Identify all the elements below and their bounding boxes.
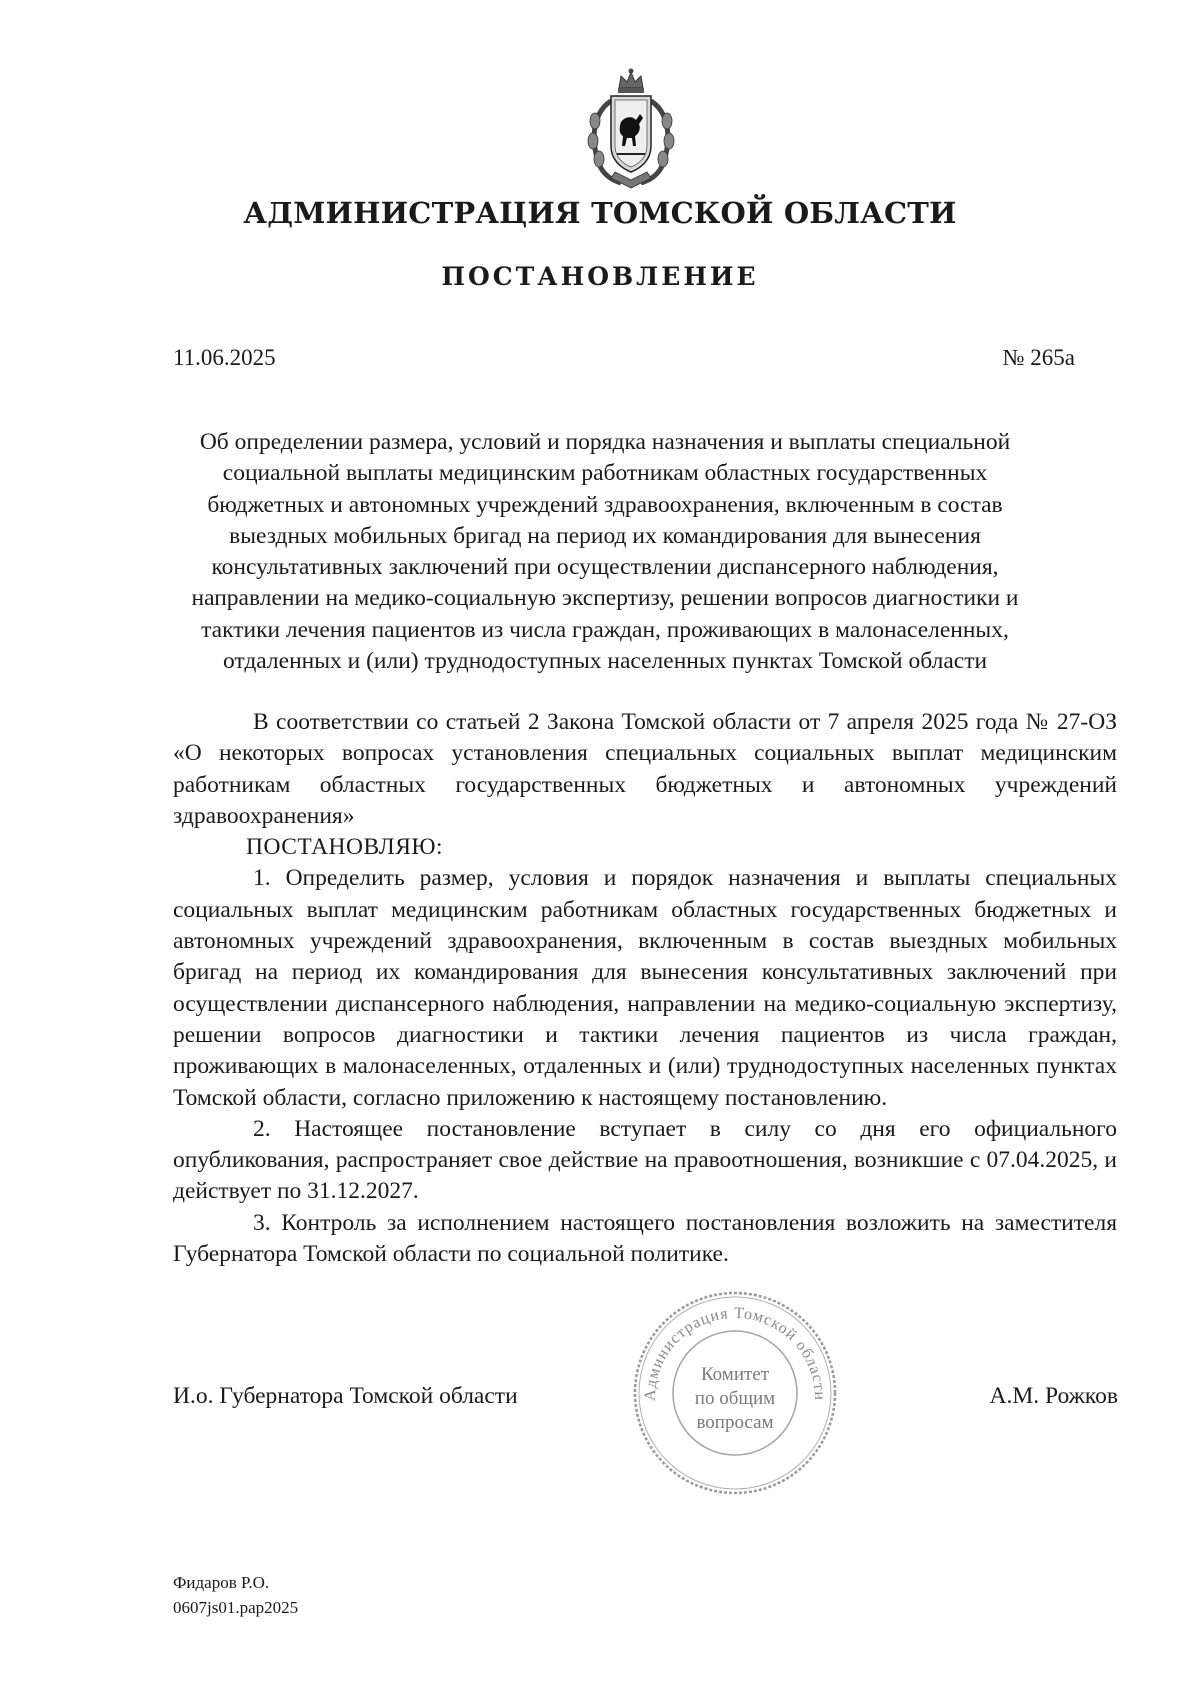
document-type: ПОСТАНОВЛЕНИЕ <box>441 262 759 291</box>
signatory-title: И.о. Губернатора Томской области <box>173 1383 518 1409</box>
decree-word: ПОСТАНОВЛЯЮ: <box>246 834 444 861</box>
executor-name: Фидаров Р.О. <box>173 1573 270 1592</box>
stamp-ring-text: Администрация Томской области <box>641 1304 829 1402</box>
signatory-name: А.М. Рожков <box>989 1383 1118 1409</box>
document-body <box>173 707 1117 1270</box>
document-date: 11.06.2025 <box>173 345 276 370</box>
organization-title: АДМИНИСТРАЦИЯ ТОМСКОЙ ОБЛАСТИ <box>243 196 957 230</box>
document-number: № 265а <box>1002 345 1075 370</box>
preamble-paragraph: В соответствии со статьей 2 Закона Томской области от 7 апреля 2025 года № 27-ОЗ «О некоторых вопросах установления специальных социальных выплат медицинским работникам областных государственных бюджетных и автономных учреждений здравоохранения» <box>173 709 1117 829</box>
executor-info <box>173 1570 298 1620</box>
item-paragraph: 1. Определить размер, условия и порядок назначения и выплаты специальных социальных выплат медицинским работникам областных государственных бюджетных и автономных учреждений здравоохранения, включенным в состав выездных мобильных бригад на период их командирования для вынесения консультативных заключений при осуществлении диспансерного наблюдения, направлении на медико-социальную экспертизу, решении вопросов диагностики и тактики лечения пациентов из числа граждан, проживающих в малонаселенных, отдаленных и (или) труднодоступных населенных пунктах Томской области, согласно приложению к настоящему постановлению. <box>173 865 1117 1111</box>
svg-text:Администрация Томской области <box>642 1305 828 1401</box>
item-paragraph: 3. Контроль за исполнением настоящего постановления возложить на заместителя Губернатора Томской области по социальной политике. <box>173 1209 1117 1268</box>
executor-code: 0607js01.pap2025 <box>173 1598 299 1617</box>
stamp-line: Комитет <box>700 1364 770 1385</box>
stamp-line: по общим <box>694 1388 776 1409</box>
document-subject: Об определении размера, условий и порядка назначения и выплаты специальной социальной выплаты медицинским работникам областных государственных бюджетных и автономных учреждений здравоохранения, включенным в состав выездных мобильных бригад на период их командирования для вынесения консультативных заключений при осуществлении диспансерного наблюдения, направлении на медико-социальную экспертизу, решении вопросов диагностики и тактики лечения пациентов из числа граждан, проживающих в малонаселенных, отдаленных и (или) труднодоступных населенных пунктах Томской области <box>191 429 1019 675</box>
stamp-line: вопросам <box>696 1412 774 1433</box>
item-paragraph: 2. Настоящее постановление вступает в силу со дня его официального опубликования, распространяет свое действие на правоотношения, возникшие с 07.04.2025, и действует по 31.12.2027. <box>173 1115 1117 1205</box>
official-round-stamp-icon <box>625 1288 845 1498</box>
tomsk-oblast-coat-of-arms-icon <box>581 66 681 191</box>
